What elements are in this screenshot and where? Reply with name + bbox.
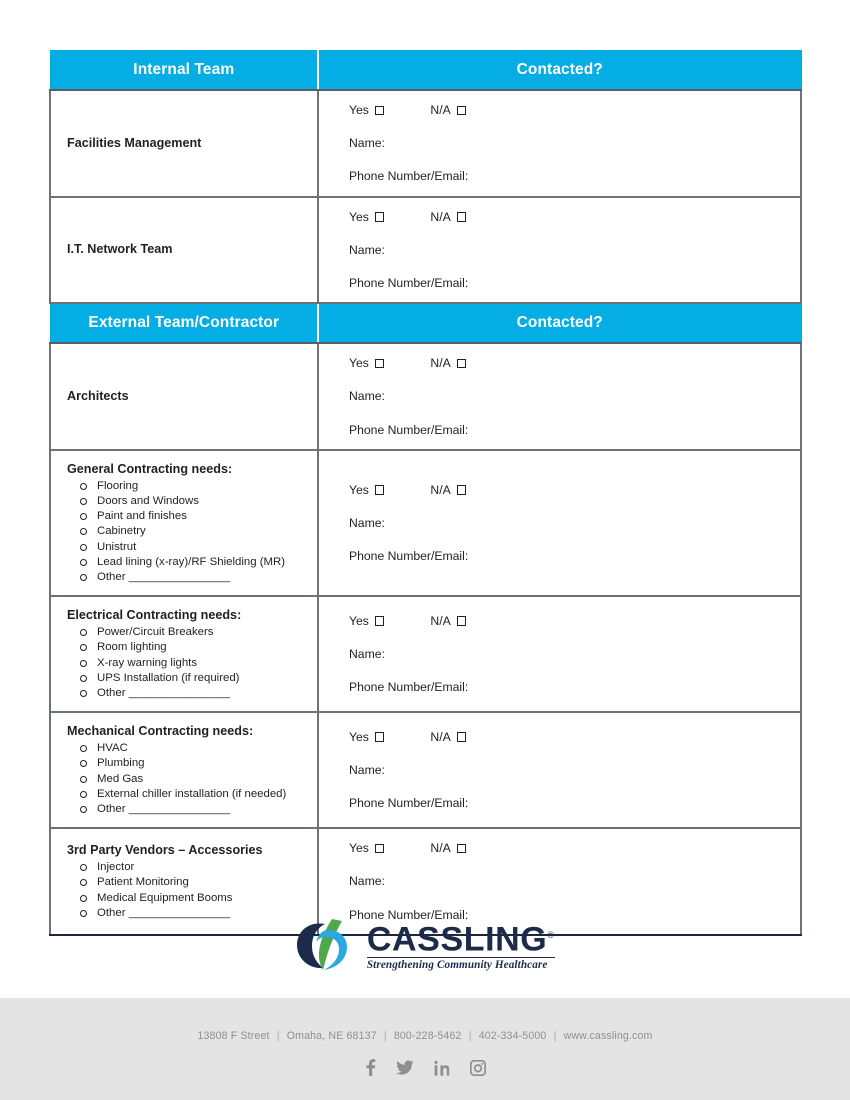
team-title: 3rd Party Vendors – Accessories	[67, 843, 263, 858]
checklist-option-label: Flooring	[97, 479, 139, 492]
checklist-option-label: Paint and finishes	[97, 510, 187, 523]
circle-bullet-icon[interactable]	[80, 745, 87, 752]
checklist-option-label: Other ________________	[97, 906, 231, 919]
circle-bullet-icon[interactable]	[80, 644, 87, 651]
checklist-option[interactable]	[80, 891, 317, 906]
checklist-option-label: Unistrut	[97, 540, 137, 553]
na-label: N/A	[430, 103, 451, 117]
checklist-option-label: External chiller installation (if needed)	[97, 787, 287, 800]
na-checkbox-group[interactable]	[430, 614, 466, 628]
checklist-options	[67, 860, 317, 921]
circle-bullet-icon[interactable]	[80, 690, 87, 697]
yes-label: Yes	[349, 613, 369, 628]
contacted-cell	[318, 90, 801, 197]
circle-bullet-icon[interactable]	[80, 760, 87, 767]
checklist-option-label: Patient Monitoring	[97, 876, 189, 889]
team-cell	[50, 596, 318, 712]
contacted-cell	[318, 596, 801, 712]
contacted-cell	[318, 450, 801, 596]
logo-wordmark: CASSLING®	[366, 920, 555, 959]
checklist-option-label: X-ray warning lights	[97, 656, 198, 669]
footer-city: Omaha, NE 68137	[286, 1030, 377, 1042]
table-row	[50, 596, 801, 712]
footer-phone: 402-334-5000	[478, 1030, 547, 1042]
phone-email-field-label[interactable]: Phone Number/Email:	[349, 796, 469, 811]
na-checkbox-group[interactable]	[430, 730, 466, 744]
circle-bullet-icon[interactable]	[80, 879, 87, 886]
footer-separator-2: |	[383, 1030, 387, 1042]
contacted-checkbox-row	[349, 615, 800, 627]
checklist-option[interactable]	[80, 494, 317, 509]
na-checkbox-group[interactable]	[430, 356, 466, 370]
cassling-logo	[0, 918, 850, 974]
contacted-checkbox-row	[349, 104, 800, 116]
circle-bullet-icon[interactable]	[80, 660, 87, 667]
checklist-option[interactable]	[80, 671, 317, 686]
section-header-title: Internal Team	[50, 51, 318, 91]
circle-bullet-icon[interactable]	[80, 895, 87, 902]
yes-checkbox-group[interactable]	[349, 103, 384, 117]
team-title: Architects	[67, 389, 129, 404]
circle-bullet-icon[interactable]	[80, 559, 87, 566]
table-row	[50, 343, 801, 450]
checklist-option[interactable]	[80, 625, 317, 640]
circle-bullet-icon[interactable]	[80, 910, 87, 917]
registered-mark: ®	[547, 930, 555, 940]
yes-checkbox-group[interactable]	[349, 356, 384, 370]
section-header-contacted: Contacted?	[318, 303, 801, 343]
footer-contact-line	[0, 1030, 850, 1042]
yes-label: Yes	[349, 356, 369, 371]
checklist-option[interactable]	[80, 509, 317, 524]
footer-tollfree: 800-228-5462	[393, 1030, 462, 1042]
circle-bullet-icon[interactable]	[80, 528, 87, 535]
team-cell	[50, 197, 318, 304]
checklist-option-label: Other ________________	[97, 803, 231, 816]
name-field-label[interactable]: Name:	[349, 515, 385, 530]
contacted-cell	[318, 197, 801, 304]
checklist-option[interactable]	[80, 741, 317, 756]
facebook-icon[interactable]	[365, 1059, 376, 1076]
checklist-option-label: Cabinetry	[97, 525, 146, 538]
table-row	[50, 197, 801, 304]
checklist-option-label: Doors and Windows	[97, 495, 199, 508]
circle-bullet-icon[interactable]	[80, 629, 87, 636]
name-field-label[interactable]: Name:	[349, 389, 385, 404]
circle-bullet-icon[interactable]	[80, 544, 87, 551]
na-label: N/A	[430, 356, 451, 371]
circle-bullet-icon[interactable]	[80, 864, 87, 871]
phone-email-field-label[interactable]: Phone Number/Email:	[349, 549, 469, 564]
yes-checkbox-group[interactable]	[349, 730, 384, 744]
na-checkbox[interactable]	[457, 844, 467, 854]
name-field-label[interactable]: Name:	[349, 136, 385, 151]
checklist-option-label: Med Gas	[97, 772, 144, 785]
footer-separator-4: |	[553, 1030, 557, 1042]
yes-checkbox[interactable]	[375, 359, 385, 369]
contacted-checkbox-row	[349, 731, 800, 743]
yes-checkbox-group[interactable]	[349, 210, 384, 224]
checklist-option-label: Power/Circuit Breakers	[97, 626, 214, 639]
circle-bullet-icon[interactable]	[80, 776, 87, 783]
yes-checkbox[interactable]	[375, 732, 385, 742]
phone-email-field-label[interactable]: Phone Number/Email:	[349, 907, 469, 922]
yes-label: Yes	[349, 103, 369, 117]
section-header-title: External Team/Contractor	[50, 303, 318, 343]
yes-checkbox-group[interactable]	[349, 614, 384, 628]
footer-separator-3: |	[468, 1030, 472, 1042]
na-checkbox[interactable]	[457, 359, 467, 369]
footer-website[interactable]: www.cassling.com	[563, 1030, 653, 1042]
na-checkbox[interactable]	[457, 616, 467, 626]
circle-bullet-icon[interactable]	[80, 498, 87, 505]
yes-label: Yes	[349, 729, 369, 744]
name-field-label[interactable]: Name:	[349, 874, 385, 889]
yes-label: Yes	[349, 209, 369, 224]
team-cell	[50, 712, 318, 828]
checklist-option[interactable]	[80, 570, 317, 585]
checklist-option[interactable]	[80, 686, 317, 701]
twitter-icon[interactable]	[396, 1060, 414, 1076]
checklist-option[interactable]	[80, 524, 317, 539]
table-row	[50, 90, 801, 197]
cassling-logo-mark-icon	[295, 918, 357, 972]
yes-label: Yes	[349, 482, 369, 497]
checklist-option[interactable]	[80, 656, 317, 671]
checklist-options	[67, 479, 317, 585]
phone-email-field-label[interactable]: Phone Number/Email:	[349, 422, 469, 437]
name-field-label[interactable]: Name:	[349, 763, 385, 778]
na-label: N/A	[430, 841, 451, 856]
yes-checkbox-group[interactable]	[349, 841, 384, 855]
social-links	[0, 1059, 850, 1076]
circle-bullet-icon[interactable]	[80, 513, 87, 520]
checklist-options	[67, 741, 317, 817]
na-checkbox-group[interactable]	[430, 841, 466, 855]
na-checkbox-group[interactable]	[430, 210, 466, 224]
table-row	[50, 712, 801, 828]
checklist-option[interactable]	[80, 540, 317, 555]
circle-bullet-icon[interactable]	[80, 574, 87, 581]
footer-street: 13808 F Street	[197, 1030, 270, 1042]
yes-checkbox[interactable]	[375, 844, 385, 854]
checklist-option[interactable]	[80, 756, 317, 771]
team-title: I.T. Network Team	[67, 242, 173, 257]
circle-bullet-icon[interactable]	[80, 675, 87, 682]
circle-bullet-icon[interactable]	[80, 791, 87, 798]
contacted-checkbox-row	[349, 357, 800, 369]
circle-bullet-icon[interactable]	[80, 483, 87, 490]
contact-checklist-table	[49, 50, 802, 936]
checklist-option[interactable]	[80, 555, 317, 570]
contacted-checkbox-row	[349, 484, 800, 496]
na-checkbox[interactable]	[457, 732, 467, 742]
checklist-option[interactable]	[80, 860, 317, 875]
checklist-option-label: Medical Equipment Booms	[97, 891, 233, 904]
page-footer	[0, 998, 850, 1100]
yes-checkbox[interactable]	[375, 485, 385, 495]
phone-email-field-label[interactable]: Phone Number/Email:	[349, 169, 469, 184]
name-field-label[interactable]: Name:	[349, 647, 385, 662]
team-cell	[50, 343, 318, 450]
contacted-checkbox-row	[349, 842, 800, 854]
na-checkbox[interactable]	[457, 485, 467, 495]
team-title: Facilities Management	[67, 135, 202, 150]
na-label: N/A	[430, 613, 451, 628]
na-checkbox-group[interactable]	[430, 103, 466, 117]
footer-separator-1: |	[276, 1030, 280, 1042]
logo-tagline: Strengthening Community Healthcare	[367, 957, 555, 972]
checklist-option[interactable]	[80, 772, 317, 787]
checklist-option-label: Other ________________	[97, 687, 231, 700]
section-header-row	[50, 303, 801, 343]
section-header-contacted: Contacted?	[318, 51, 801, 91]
team-cell	[50, 450, 318, 596]
phone-email-field-label[interactable]: Phone Number/Email:	[349, 680, 469, 695]
na-checkbox-group[interactable]	[430, 483, 466, 497]
na-label: N/A	[430, 209, 451, 224]
table-row	[50, 450, 801, 596]
yes-checkbox[interactable]	[375, 212, 385, 222]
phone-email-field-label[interactable]: Phone Number/Email:	[349, 276, 469, 291]
checklist-option[interactable]	[80, 640, 317, 655]
checklist-option-label: Lead lining (x-ray)/RF Shielding (MR)	[97, 555, 286, 568]
team-title: General Contracting needs:	[67, 461, 233, 476]
circle-bullet-icon[interactable]	[80, 806, 87, 813]
checklist-option-label: Injector	[97, 861, 135, 874]
team-title: Mechanical Contracting needs:	[67, 724, 254, 739]
yes-checkbox[interactable]	[375, 106, 385, 116]
yes-checkbox-group[interactable]	[349, 483, 384, 497]
checklist-options	[67, 625, 317, 701]
contacted-checkbox-row	[349, 211, 800, 223]
na-checkbox[interactable]	[457, 212, 467, 222]
team-title: Electrical Contracting needs:	[67, 608, 242, 623]
checklist-option-label: UPS Installation (if required)	[97, 671, 240, 684]
linkedin-icon[interactable]	[434, 1060, 450, 1076]
na-label: N/A	[430, 482, 451, 497]
section-header-row	[50, 51, 801, 91]
checklist-option-label: Other ________________	[97, 571, 231, 584]
yes-checkbox[interactable]	[375, 616, 385, 626]
checklist-option[interactable]	[80, 802, 317, 817]
checklist-option[interactable]	[80, 787, 317, 802]
contacted-cell	[318, 343, 801, 450]
name-field-label[interactable]: Name:	[349, 242, 385, 257]
checklist-option[interactable]	[80, 479, 317, 494]
na-label: N/A	[430, 729, 451, 744]
team-cell	[50, 90, 318, 197]
na-checkbox[interactable]	[457, 106, 467, 116]
yes-label: Yes	[349, 841, 369, 856]
instagram-icon[interactable]	[470, 1060, 486, 1076]
checklist-option-label: Plumbing	[97, 757, 145, 770]
checklist-option[interactable]	[80, 875, 317, 890]
contacted-cell	[318, 712, 801, 828]
checklist-option-label: Room lighting	[97, 641, 167, 654]
checklist-option-label: HVAC	[97, 742, 128, 755]
